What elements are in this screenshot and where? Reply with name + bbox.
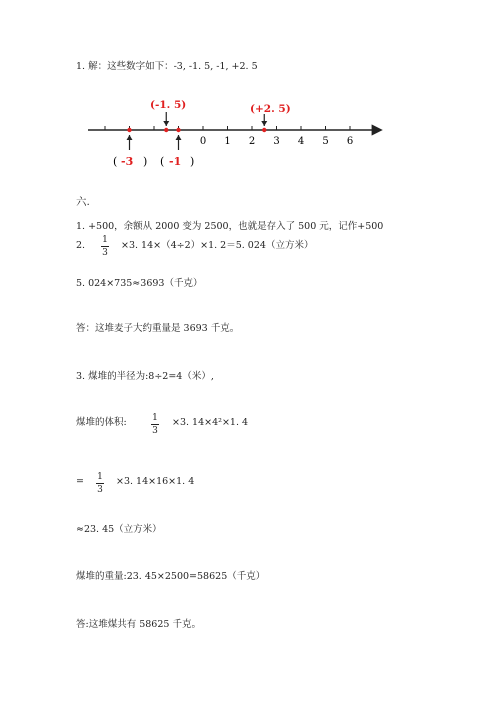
tick-label: 0 [199, 136, 207, 147]
point-neg3 [127, 128, 131, 132]
fraction-bar [101, 246, 109, 247]
label-neg3-paren-open: ( [113, 155, 118, 168]
answer-line-4: 答：这堆麦子大约重量是 3693 千克。 [76, 323, 240, 334]
answer-line-8: ≈23. 45（立方米） [76, 524, 162, 535]
tick-label: 2 [248, 136, 256, 147]
arrow-neg1-5-head [163, 121, 169, 126]
answer-line-2-number: 2. [76, 240, 86, 251]
label-neg1: -1 [169, 155, 182, 168]
answer-line-1: 1. +500，余额从 2000 变为 2500，也就是存入了 500 元，记作+500 [76, 221, 384, 232]
fraction-one-third-b [151, 413, 159, 436]
fraction-bar [151, 424, 159, 425]
section-heading: 六. [76, 196, 90, 208]
label-neg1-5: (-1. 5) [150, 99, 187, 111]
question-1-answer: 1. 解：这些数字如下：-3, -1. 5, -1, +2. 5 [76, 61, 258, 72]
fraction-numerator: 1 [152, 413, 158, 423]
fraction-numerator: 1 [102, 235, 108, 245]
answer-line-9: 煤堆的重量:23. 45×2500=58625（千克） [76, 571, 266, 582]
point-neg1_5 [164, 128, 168, 132]
arrow-neg1-head [176, 135, 182, 140]
tick-label: 5 [322, 136, 329, 147]
answer-line-6: ×3. 14×4²×1. 4 [172, 417, 249, 428]
answer-line-7-eq: = [76, 476, 84, 487]
fraction-denominator: 3 [102, 248, 108, 258]
fraction-bar [96, 483, 104, 484]
label-neg1-paren-open: ( [160, 155, 165, 168]
number-line [0, 92, 500, 192]
label-neg3: -3 [121, 155, 134, 168]
label-pos2-5: (+2. 5) [250, 103, 291, 115]
fraction-denominator: 3 [97, 485, 103, 495]
fraction-one-third-c [96, 472, 104, 495]
arrow-pos2-5-head [261, 121, 267, 126]
answer-line-10: 答:这堆煤共有 58625 千克。 [76, 619, 201, 630]
point-pos2_5 [262, 128, 266, 132]
answer-line-2: ×3. 14×（4÷2）×1. 2＝5. 024（立方米） [121, 240, 314, 251]
tick-label: 1 [224, 136, 231, 147]
answer-line-5: 3. 煤堆的半径为:8÷2=4（米）, [76, 371, 214, 382]
arrow-neg3-head [127, 135, 133, 140]
tick-label: 6 [346, 136, 354, 147]
point-neg1 [176, 128, 180, 132]
tick-label: 3 [273, 136, 280, 147]
fraction-one-third-a [101, 235, 109, 258]
answer-line-7: ×3. 14×16×1. 4 [116, 476, 195, 487]
tick-label: 4 [297, 136, 305, 147]
label-neg1-paren-close: ) [190, 155, 195, 168]
fraction-numerator: 1 [97, 472, 103, 482]
answer-line-3: 5. 024×735≈3693（千克） [76, 278, 203, 289]
fraction-denominator: 3 [152, 426, 158, 436]
label-neg3-paren-close: ) [143, 155, 148, 168]
answer-line-6-label: 煤堆的体积: [76, 417, 127, 428]
